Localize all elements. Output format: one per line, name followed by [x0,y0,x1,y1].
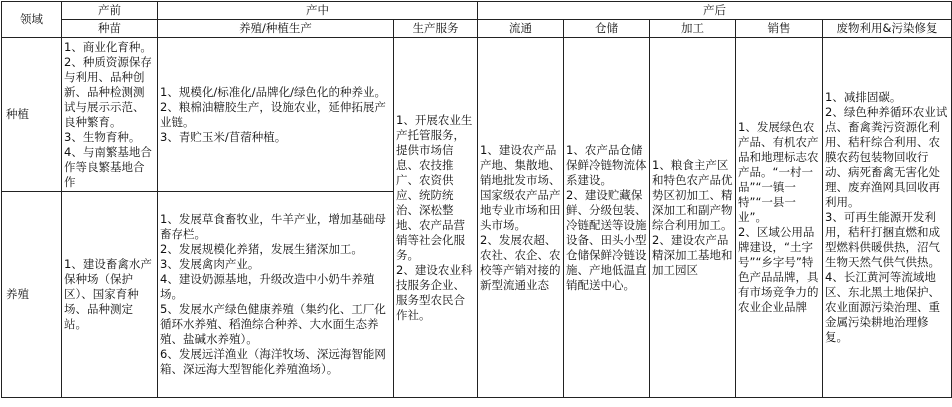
storage-item-1: 1、农产品仓储保鲜冷链物流体系建设。 [566,142,647,187]
domain-header: 领域 [2,2,62,38]
services-item-2: 2、建设农业科技服务企业、服务型农民合作社。 [396,262,473,322]
waste-cell [823,38,952,398]
circulation-item-1: 1、建设农产品产地、集散地、销地批发市场、国家级农产品产地专业市场和田头市场。 [480,142,561,232]
storage-header: 仓储 [564,20,650,38]
seed-header: 种苗 [62,20,158,38]
husbandry-breeding-item-3: 3、发展禽肉产业。 [160,257,260,271]
stage-mid-header: 产中 [158,2,478,20]
sales-header: 销售 [736,20,823,38]
waste-item-2: 2、绿色种养循环农业试点、畜禽粪污资源化利用、秸秆综合利用、农膜农药包装物回收行动、病死畜禽无害化处理、废弃渔网具回收再利用。 [825,105,948,209]
planting-seed-item-2: 2、种质资源保存与利用、品种创新、品种检测测试与展示示范、良种繁育。 [64,54,152,129]
stage-post-header: 产后 [478,2,952,20]
planting-seed-item-3: 3、生物育种。 [64,129,141,144]
husbandry-seed-item-1: 1、建设畜禽水产保种场（保护区）、国家育种场、品种测定站。 [64,257,152,331]
husbandry-breeding-cell [158,192,394,398]
stage-header-row [2,2,952,20]
planting-breeding-item-3: 3、青贮玉米/苜蓿种植。 [160,129,287,144]
husbandry-breeding-item-1: 1、发展草食畜牧业，牛羊产业，增加基础母畜存栏。 [160,212,386,241]
waste-item-4: 4、长江黄河等流域地区、东北黑土地保护、农业面源污染治理、重金属污染耕地治理修复。 [825,270,940,344]
stage-pre-header: 产前 [62,2,158,20]
planting-seed-item-4: 4、与南繁基地合作等良繁基地合作 [64,144,152,189]
circulation-cell [478,38,564,398]
husbandry-breeding-item-5: 5、发展水产绿色健康养殖（集约化、工厂化循环水养殖、稻渔综合种养、大水面生态养殖、盐碱水养殖）。 [160,302,386,346]
agri-industry-table [1,1,952,398]
breeding-header: 养殖/种植生产 [158,20,394,38]
processing-item-2: 2、建设农产品精深加工基地和加工园区 [652,232,733,277]
planting-seed-item-1: 1、商业化育种。 [64,39,152,54]
services-item-1: 1、开展农业生产托管服务，提供市场信息、农技推广、农资供应、统防统治、深松整地、农产品营销等社会化服务。 [396,112,473,262]
planting-breeding-item-2: 2、粮棉油糖胶生产，设施农业，延伸拓展产业链。 [160,99,386,129]
processing-cell [650,38,736,398]
circulation-item-2: 2、发展农超、农社、农企、农校等产销对接的新型流通业态 [480,232,561,292]
sales-item-1: 1、发展绿色农产品、有机农产品和地理标志农产品。“一村一品”“一镇一特”“一县一业”。 [738,120,819,224]
waste-item-1: 1、减排固碳。 [825,90,902,104]
planting-breeding-cell [158,38,394,192]
husbandry-seed-cell [62,192,158,398]
circulation-header: 流通 [478,20,564,38]
storage-item-2: 2、建设贮藏保鲜、分级包装、冷链配送等设施设备、田头小型仓储保鲜冷链设施、产地低温直销配送中心。 [566,187,647,292]
planting-breeding-item-1: 1、规模化/标准化/品牌化/绿色化的种养业。 [160,84,386,99]
husbandry-breeding-item-4: 4、建设奶源基地，升级改造中小奶牛养殖场。 [160,272,375,301]
processing-item-1: 1、粮食主产区和特色农产品优势区初加工、精深加工和副产物综合利用加工。 [652,157,733,232]
husbandry-breeding-item-2: 2、发展规模化养猪，发展生猪深加工。 [160,242,363,256]
storage-cell [564,38,650,398]
husbandry-row-label: 养殖 [2,192,62,398]
planting-seed-cell [62,38,158,192]
planting-row [2,38,952,192]
planting-row-label: 种植 [2,38,62,192]
column-header-row [2,20,952,38]
processing-header: 加工 [650,20,736,38]
waste-header: 废物利用&污染修复 [823,20,952,38]
sales-cell [736,38,823,398]
services-header: 生产服务 [394,20,478,38]
husbandry-breeding-item-6: 6、发展远洋渔业（海洋牧场、深远海智能网箱、深远海大型智能化养殖渔场）。 [160,347,386,376]
waste-item-3: 3、可再生能源开发利用，秸秆打捆直燃和成型燃料供暖供热，沼气生物天然气供气供热。 [825,210,940,269]
services-cell [394,38,478,398]
sales-item-2: 2、区域公用品牌建设，“土字号”“乡字号”特色产品品牌，具有市场竞争力的农业企业品牌 [738,225,819,314]
